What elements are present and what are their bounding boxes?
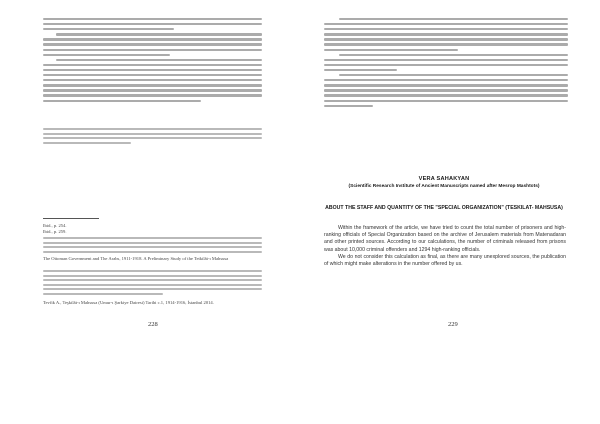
right-page	[300, 0, 600, 424]
left-footnotes-2	[43, 237, 262, 255]
abstract-author: VERA SAHAKYAN	[418, 176, 470, 182]
abstract-body	[324, 225, 566, 268]
right-page-number: 229	[448, 321, 458, 328]
left-body-text	[43, 18, 262, 105]
left-footnotes-3	[43, 270, 262, 297]
abstract-paragraph-1: Within the framework of the article, we have tried to count the total number of prisoners and high-ranking officials of Special Organization based on the archive of Jerusalem materials from Matenadaran and other printed sources. According to our calculations, the number of criminals released from prisons was about 10,000 criminal offenders and 1294 high-ranking officials.	[324, 225, 566, 253]
left-page-number: 228	[148, 321, 158, 328]
footnote-ref-4: Tevfik A., Teşkilât-ı Mahsusa (Umur-ı Şarkiye Dairesi) Tarihi c.1, 1914-1916, İstanbul 2014.	[43, 300, 214, 305]
abstract-institution: (Scientific Research Institute of Ancient Manuscripts named after Mesrop Mashtots)	[348, 184, 540, 189]
footnote-ref-1: Ibid., p. 254.	[43, 223, 67, 228]
abstract-paragraph-2: We do not consider this calculation as final, as there are many unexplored sources, the publication of which might make alterations in the number offered by us.	[324, 253, 566, 268]
footnote-ref-3: The Ottoman Government and The Arabs, 1911-1918. A Preliminary Study of the Tetkilât-ı Mahsusa	[43, 256, 229, 261]
abstract-title: ABOUT THE STAFF AND QUANTITY OF THE "SPECIAL ORGANIZATION" (TESKILAT- MAHSUSA)	[325, 205, 563, 211]
footnote-rule	[43, 218, 99, 219]
footnote-ref-2: Ibid., p. 259.	[43, 229, 67, 234]
left-footnotes-1	[43, 128, 262, 146]
right-body-text	[324, 18, 568, 110]
